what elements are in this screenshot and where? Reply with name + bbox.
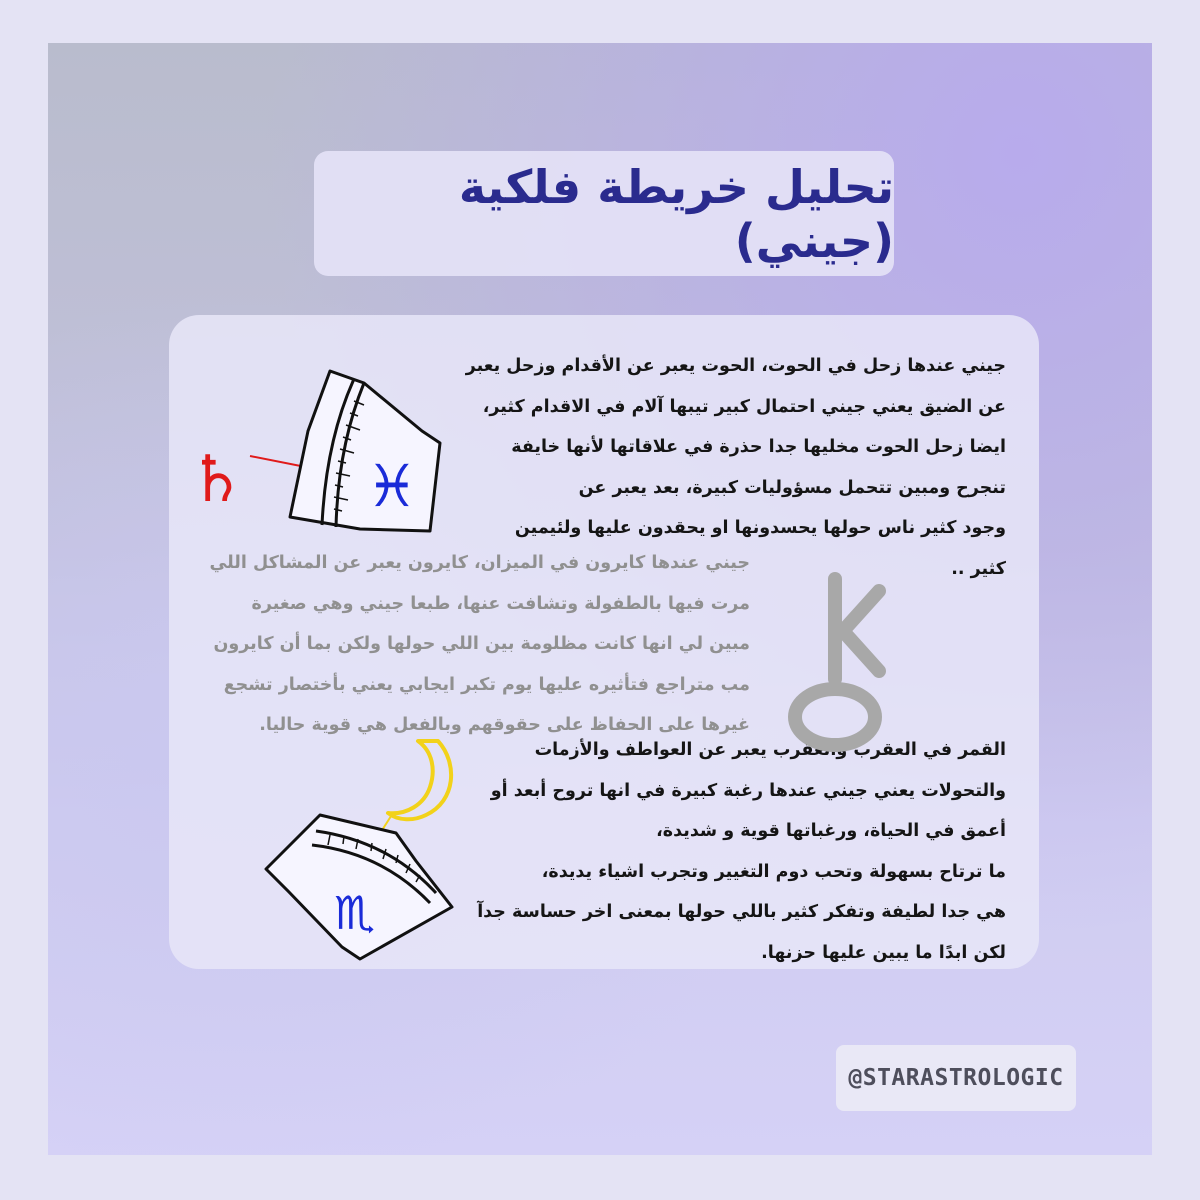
- chiron-line-4: مب متراجع فتأثيره عليها يوم تكبر ايجابي يعني بأختصار تشجع: [223, 674, 750, 695]
- moon-line-6: لكن ابدًا ما يبين عليها حزنها.: [761, 942, 1006, 963]
- account-handle[interactable]: @STARASTROLOGIC: [848, 1065, 1064, 1091]
- saturn-line-2: عن الضيق يعني جيني احتمال كبير تيبها آلام في الاقدام كثير،: [482, 396, 1006, 417]
- moon-line-2: والتحولات يعني جيني عندها رغبة كبيرة في انها تروح أبعد أو: [490, 780, 1006, 801]
- page-title: تحليل خريطة فلكية (جيني): [458, 159, 894, 268]
- moon-line-1: القمر في العقرب والعقرب يعبر عن العواطف والأزمات: [534, 740, 1006, 760]
- chiron-illustration: [783, 569, 893, 759]
- chiron-line-2: مرت فيها بالطفولة وتشافت عنها، طبعا جيني وهي صغيرة: [251, 593, 750, 614]
- moon-line-3: أعمق في الحياة، ورغباتها قوية و شديدة،: [656, 821, 1006, 841]
- saturn-line-5: وجود كثير ناس حولها يحسدونها او يحقدون عليها ولئيمين: [514, 518, 1006, 538]
- moon-line-4: ما ترتاح بسهولة وتحب دوم التغيير وتجرب اشياء يديدة،: [541, 861, 1006, 882]
- saturn-pisces-illustration: [168, 361, 458, 571]
- pisces-icon: ♓: [366, 452, 418, 520]
- moon-line-5: هي جدا لطيفة وتفكر كثير باللي حولها بمعنى اخر حساسة جدآ: [477, 902, 1006, 922]
- chiron-key-icon: [795, 579, 879, 745]
- saturn-icon: ♄: [188, 443, 246, 517]
- moon-scorpio-paragraph: [477, 730, 1006, 973]
- chiron-line-5: غيرها على الحفاظ على حقوقهم وبالفعل هي قوية حاليا.: [259, 715, 750, 735]
- moon-icon: [388, 741, 451, 819]
- account-handle-box: [836, 1045, 1076, 1111]
- title-box: [314, 151, 894, 276]
- scorpio-icon: ♏: [334, 886, 376, 940]
- saturn-line-4: تنجرح ومبين تتحمل مسؤوليات كبيرة، بعد يعبر عن: [578, 477, 1006, 498]
- poster-background: [48, 43, 1152, 1155]
- moon-scorpio-illustration: [248, 723, 478, 973]
- saturn-line-6: كثير ..: [951, 558, 1006, 579]
- chiron-libra-paragraph: [209, 543, 750, 746]
- chiron-line-3: مبين لي انها كانت مظلومة بين اللي حولها ولكن بما أن كايرون: [213, 634, 750, 654]
- chiron-line-1: جيني عندها كايرون في الميزان، كايرون يعبر عن المشاكل اللي: [209, 553, 750, 573]
- saturn-line-1: جيني عندها زحل في الحوت، الحوت يعبر عن الأقدام وزحل يعبر: [465, 356, 1006, 376]
- saturn-line-3: ايضا زحل الحوت مخليها جدا حذرة في علاقاتها لأنها خايفة: [511, 437, 1006, 457]
